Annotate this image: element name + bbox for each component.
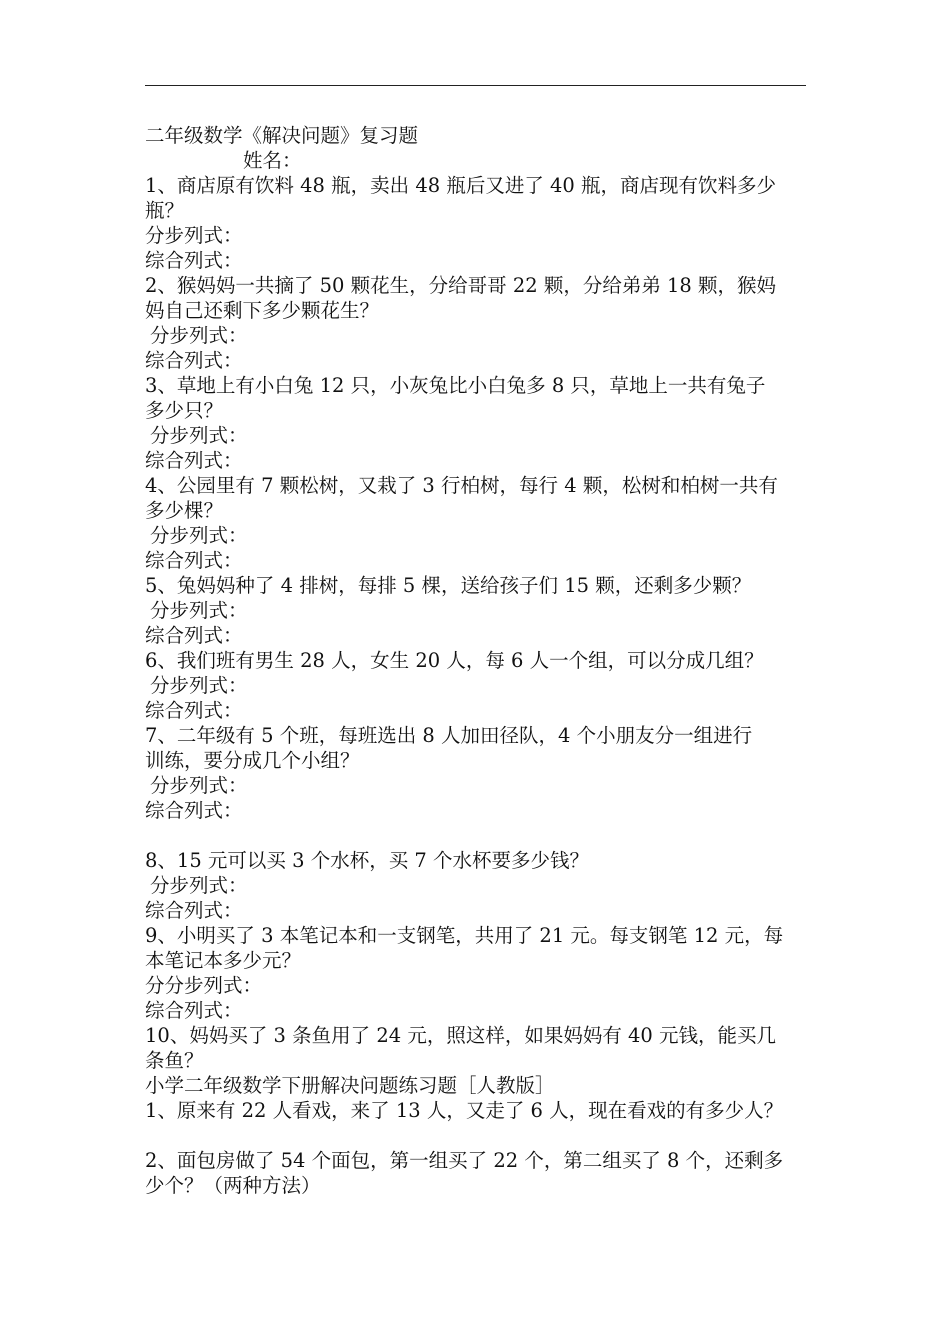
combined-formula-label: 综合列式： xyxy=(145,449,243,472)
question-3-cont: 多少只？ xyxy=(145,399,224,422)
question-7-cont: 训练，要分成几个小组？ xyxy=(145,749,360,772)
question-5: 5、兔妈妈种了 4 排树，每排 5 棵，送给孩子们 15 颗，还剩多少颗？ xyxy=(145,574,752,597)
step-formula-label: 分步列式： xyxy=(150,424,248,447)
question-10-cont: 条鱼？ xyxy=(145,1049,204,1072)
section-heading: 小学二年级数学下册解决问题练习题［人教版］ xyxy=(145,1074,555,1097)
combined-formula-label: 综合列式： xyxy=(145,624,243,647)
document-body xyxy=(145,123,810,1198)
combined-formula-label: 综合列式： xyxy=(145,799,243,822)
question-10: 10、妈妈买了 3 条鱼用了 24 元，照这样，如果妈妈有 40 元钱，能买几 xyxy=(145,1024,777,1047)
name-label: 姓名： xyxy=(243,149,302,172)
combined-formula-label: 综合列式： xyxy=(145,899,243,922)
combined-formula-label: 综合列式： xyxy=(145,349,243,372)
step-formula-label: 分步列式： xyxy=(150,599,248,622)
question-4-cont: 多少棵？ xyxy=(145,499,224,522)
combined-formula-label: 综合列式： xyxy=(145,999,243,1022)
header-rule xyxy=(145,85,806,86)
question-9: 9、小明买了 3 本笔记本和一支钢笔，共用了 21 元。每支钢笔 12 元，每 xyxy=(145,924,784,947)
question-8: 8、15 元可以买 3 个水杯，买 7 个水杯要多少钱？ xyxy=(145,849,590,872)
question-1-cont: 瓶？ xyxy=(145,199,185,222)
blank-line xyxy=(145,823,810,848)
combined-formula-label: 综合列式： xyxy=(145,549,243,572)
blank-line xyxy=(145,1123,810,1148)
document-title: 二年级数学《解决问题》复习题 xyxy=(145,124,419,147)
combined-formula-label: 综合列式： xyxy=(145,249,243,272)
question-2-cont: 妈自己还剩下多少颗花生？ xyxy=(145,299,380,322)
step-formula-label: 分步列式： xyxy=(150,774,248,797)
step-formula-label: 分步列式： xyxy=(150,874,248,897)
question-4: 4、公园里有 7 颗松树，又栽了 3 行柏树，每行 4 颗，松树和柏树一共有 xyxy=(145,474,778,497)
practice-question-1: 1、原来有 22 人看戏，来了 13 人，又走了 6 人，现在看戏的有多少人？ xyxy=(145,1099,784,1122)
question-3: 3、草地上有小白兔 12 只，小灰兔比小白兔多 8 只，草地上一共有兔子 xyxy=(145,374,766,397)
question-1: 1、商店原有饮料 48 瓶，卖出 48 瓶后又进了 40 瓶，商店现有饮料多少 xyxy=(145,174,777,197)
question-9-cont: 本笔记本多少元？ xyxy=(145,949,302,972)
question-7: 7、二年级有 5 个班，每班选出 8 人加田径队，4 个小朋友分一组进行 xyxy=(145,724,753,747)
step-formula-label: 分分步列式： xyxy=(145,974,263,997)
question-2: 2、猴妈妈一共摘了 50 颗花生，分给哥哥 22 颗，分给弟弟 18 颗，猴妈 xyxy=(145,274,777,297)
practice-question-2: 2、面包房做了 54 个面包，第一组买了 22 个，第二组买了 8 个，还剩多 xyxy=(145,1149,784,1172)
step-formula-label: 分步列式： xyxy=(145,224,243,247)
step-formula-label: 分步列式： xyxy=(150,674,248,697)
step-formula-label: 分步列式： xyxy=(150,324,248,347)
question-6: 6、我们班有男生 28 人，女生 20 人，每 6 人一个组，可以分成几组？ xyxy=(145,649,764,672)
practice-question-2-cont: 少个？（两种方法） xyxy=(145,1174,321,1197)
combined-formula-label: 综合列式： xyxy=(145,699,243,722)
step-formula-label: 分步列式： xyxy=(150,524,248,547)
